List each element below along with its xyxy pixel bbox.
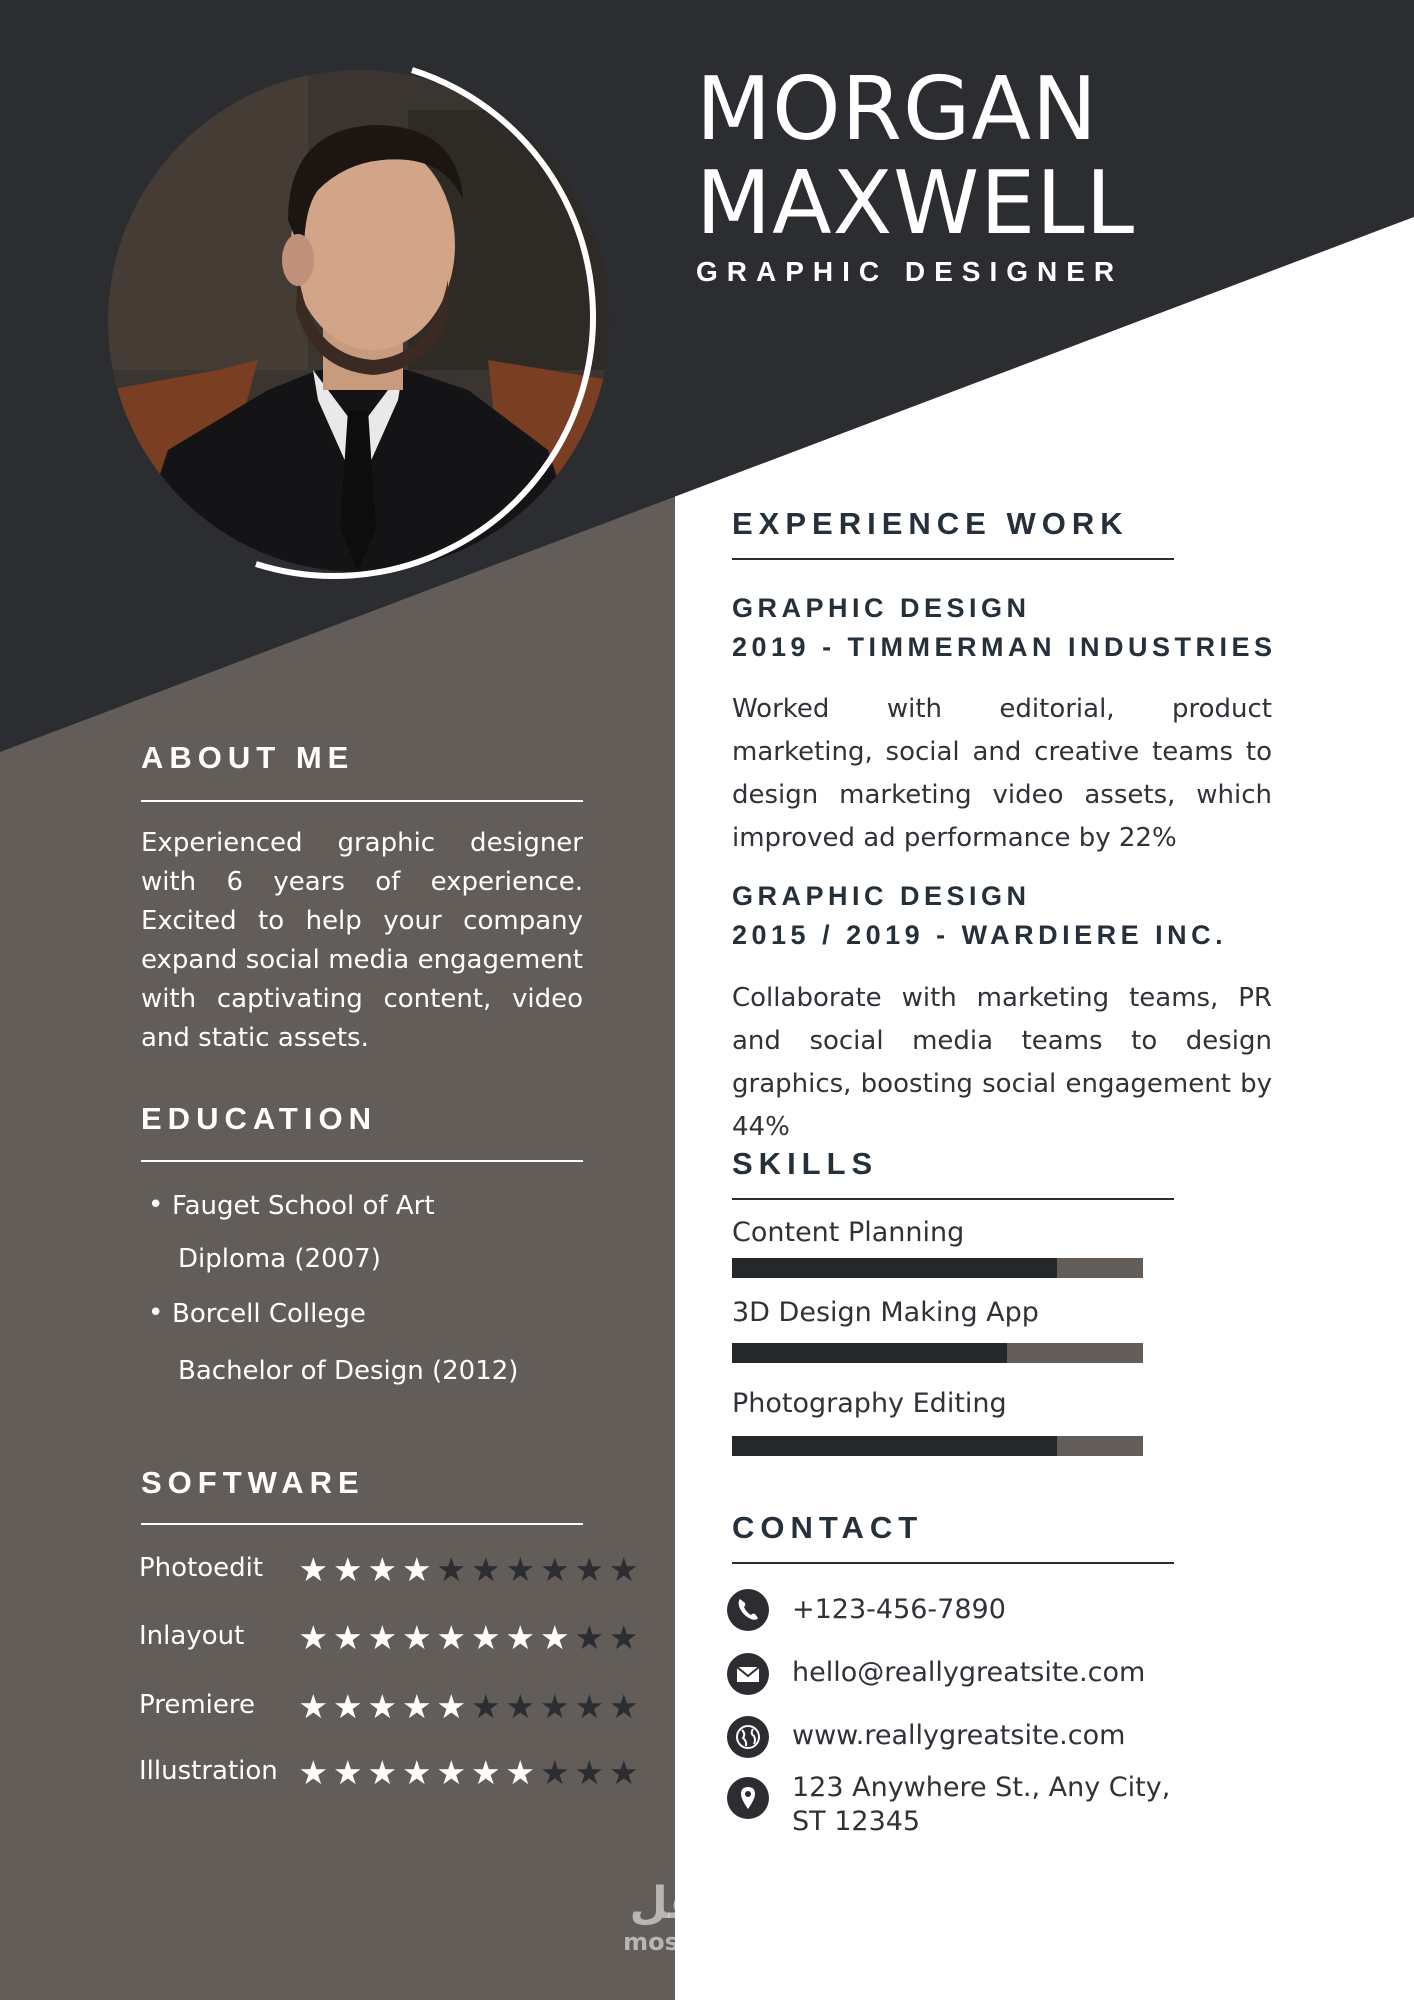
contact-email: hello@reallygreatsite.com <box>792 1657 1146 1688</box>
star-filled-icon: ★ <box>298 1753 329 1792</box>
first-name: MORGAN <box>696 58 1099 160</box>
star-empty-icon: ★ <box>608 1550 639 1589</box>
last-name: MAXWELL <box>696 152 1136 254</box>
star-filled-icon: ★ <box>436 1687 467 1726</box>
watermark <box>620 1880 800 1956</box>
star-filled-icon: ★ <box>367 1550 398 1589</box>
star-empty-icon: ★ <box>608 1687 639 1726</box>
star-empty-icon: ★ <box>574 1753 605 1792</box>
bullet-icon: • <box>148 1298 164 1328</box>
star-filled-icon: ★ <box>470 1618 501 1657</box>
skill-bar-fill <box>732 1436 1057 1456</box>
job-title: GRAPHIC DESIGN <box>732 881 1031 911</box>
star-filled-icon: ★ <box>367 1618 398 1657</box>
education-heading: EDUCATION <box>141 1101 377 1136</box>
star-empty-icon: ★ <box>505 1687 536 1726</box>
skill-bar-fill <box>732 1343 1007 1363</box>
job-description: Collaborate with marketing teams, PR and social media teams to design graphics, boosting social engagement by 44% <box>732 983 1272 1142</box>
star-filled-icon: ★ <box>298 1687 329 1726</box>
software-rating <box>296 1550 641 1589</box>
star-filled-icon: ★ <box>401 1687 432 1726</box>
education-school: Fauget School of Art <box>172 1191 435 1221</box>
watermark-arabic: مستقل <box>629 1878 791 1929</box>
contact-address-line1: 123 Anywhere St., Any City, <box>792 1772 1171 1803</box>
contact-heading: CONTACT <box>732 1510 924 1545</box>
software-rating <box>296 1753 641 1792</box>
star-filled-icon: ★ <box>332 1687 363 1726</box>
star-empty-icon: ★ <box>470 1687 501 1726</box>
contact-divider <box>732 1562 1174 1564</box>
globe-icon <box>727 1716 769 1758</box>
about-text: Experienced graphic designer with 6 years of experience. Excited to help your company expand social media engagement with captivating content, video and static assets. <box>141 828 583 1053</box>
software-name: Premiere <box>139 1690 255 1720</box>
star-empty-icon: ★ <box>539 1550 570 1589</box>
star-filled-icon: ★ <box>505 1753 536 1792</box>
experience-heading: EXPERIENCE WORK <box>732 506 1129 541</box>
skill-name: 3D Design Making App <box>732 1297 1039 1328</box>
star-filled-icon: ★ <box>298 1550 329 1589</box>
skills-heading: SKILLS <box>732 1146 879 1181</box>
contact-phone: +123-456-7890 <box>792 1594 1006 1625</box>
contact-address-line2: ST 12345 <box>792 1806 921 1837</box>
star-empty-icon: ★ <box>539 1753 570 1792</box>
star-empty-icon: ★ <box>539 1687 570 1726</box>
skill-name: Content Planning <box>732 1217 965 1248</box>
skill-bar <box>732 1258 1143 1278</box>
skill-bar-fill <box>732 1258 1057 1278</box>
bullet-icon: • <box>148 1190 164 1220</box>
job-subtitle: 2015 / 2019 - WARDIERE INC. <box>732 920 1228 950</box>
star-empty-icon: ★ <box>574 1618 605 1657</box>
star-filled-icon: ★ <box>436 1753 467 1792</box>
star-filled-icon: ★ <box>401 1618 432 1657</box>
job-description: Worked with editorial, product marketing, social and creative teams to design marketing video assets, which improved ad performance by 22% <box>732 694 1272 853</box>
about-divider <box>141 800 583 802</box>
education-detail: Diploma (2007) <box>178 1244 381 1274</box>
education-detail: Bachelor of Design (2012) <box>178 1356 519 1386</box>
star-empty-icon: ★ <box>608 1753 639 1792</box>
star-empty-icon: ★ <box>505 1550 536 1589</box>
star-filled-icon: ★ <box>332 1618 363 1657</box>
job-title: GRAPHIC DESIGNER <box>696 256 1124 287</box>
star-filled-icon: ★ <box>539 1618 570 1657</box>
star-filled-icon: ★ <box>367 1753 398 1792</box>
job-title: GRAPHIC DESIGN <box>732 593 1031 623</box>
star-filled-icon: ★ <box>367 1687 398 1726</box>
software-name: Photoedit <box>139 1553 264 1583</box>
star-filled-icon: ★ <box>332 1550 363 1589</box>
star-filled-icon: ★ <box>470 1753 501 1792</box>
about-heading: ABOUT ME <box>141 740 355 775</box>
star-filled-icon: ★ <box>401 1550 432 1589</box>
contact-website: www.reallygreatsite.com <box>792 1720 1126 1751</box>
watermark-latin: mostaql.com <box>623 1928 797 1956</box>
star-empty-icon: ★ <box>470 1550 501 1589</box>
photo-ring <box>104 64 640 584</box>
job-subtitle: 2019 - TIMMERMAN INDUSTRIES <box>732 632 1277 662</box>
skill-name: Photography Editing <box>732 1388 1007 1419</box>
star-filled-icon: ★ <box>401 1753 432 1792</box>
software-name: Inlayout <box>139 1621 245 1651</box>
skill-bar <box>732 1436 1143 1456</box>
star-filled-icon: ★ <box>298 1618 329 1657</box>
star-empty-icon: ★ <box>574 1550 605 1589</box>
location-pin-icon <box>727 1777 769 1819</box>
experience-divider <box>732 558 1174 560</box>
mail-icon <box>727 1653 769 1695</box>
star-filled-icon: ★ <box>436 1618 467 1657</box>
education-divider <box>141 1160 583 1162</box>
star-empty-icon: ★ <box>436 1550 467 1589</box>
star-filled-icon: ★ <box>332 1753 363 1792</box>
skills-divider <box>732 1198 1174 1200</box>
software-rating <box>296 1618 641 1657</box>
software-divider <box>141 1523 583 1525</box>
skill-bar <box>732 1343 1143 1363</box>
phone-icon <box>727 1589 769 1631</box>
star-empty-icon: ★ <box>608 1618 639 1657</box>
software-name: Illustration <box>139 1756 278 1786</box>
education-school: Borcell College <box>172 1299 366 1329</box>
software-heading: SOFTWARE <box>141 1465 365 1500</box>
star-filled-icon: ★ <box>505 1618 536 1657</box>
software-rating <box>296 1687 641 1726</box>
star-empty-icon: ★ <box>574 1687 605 1726</box>
